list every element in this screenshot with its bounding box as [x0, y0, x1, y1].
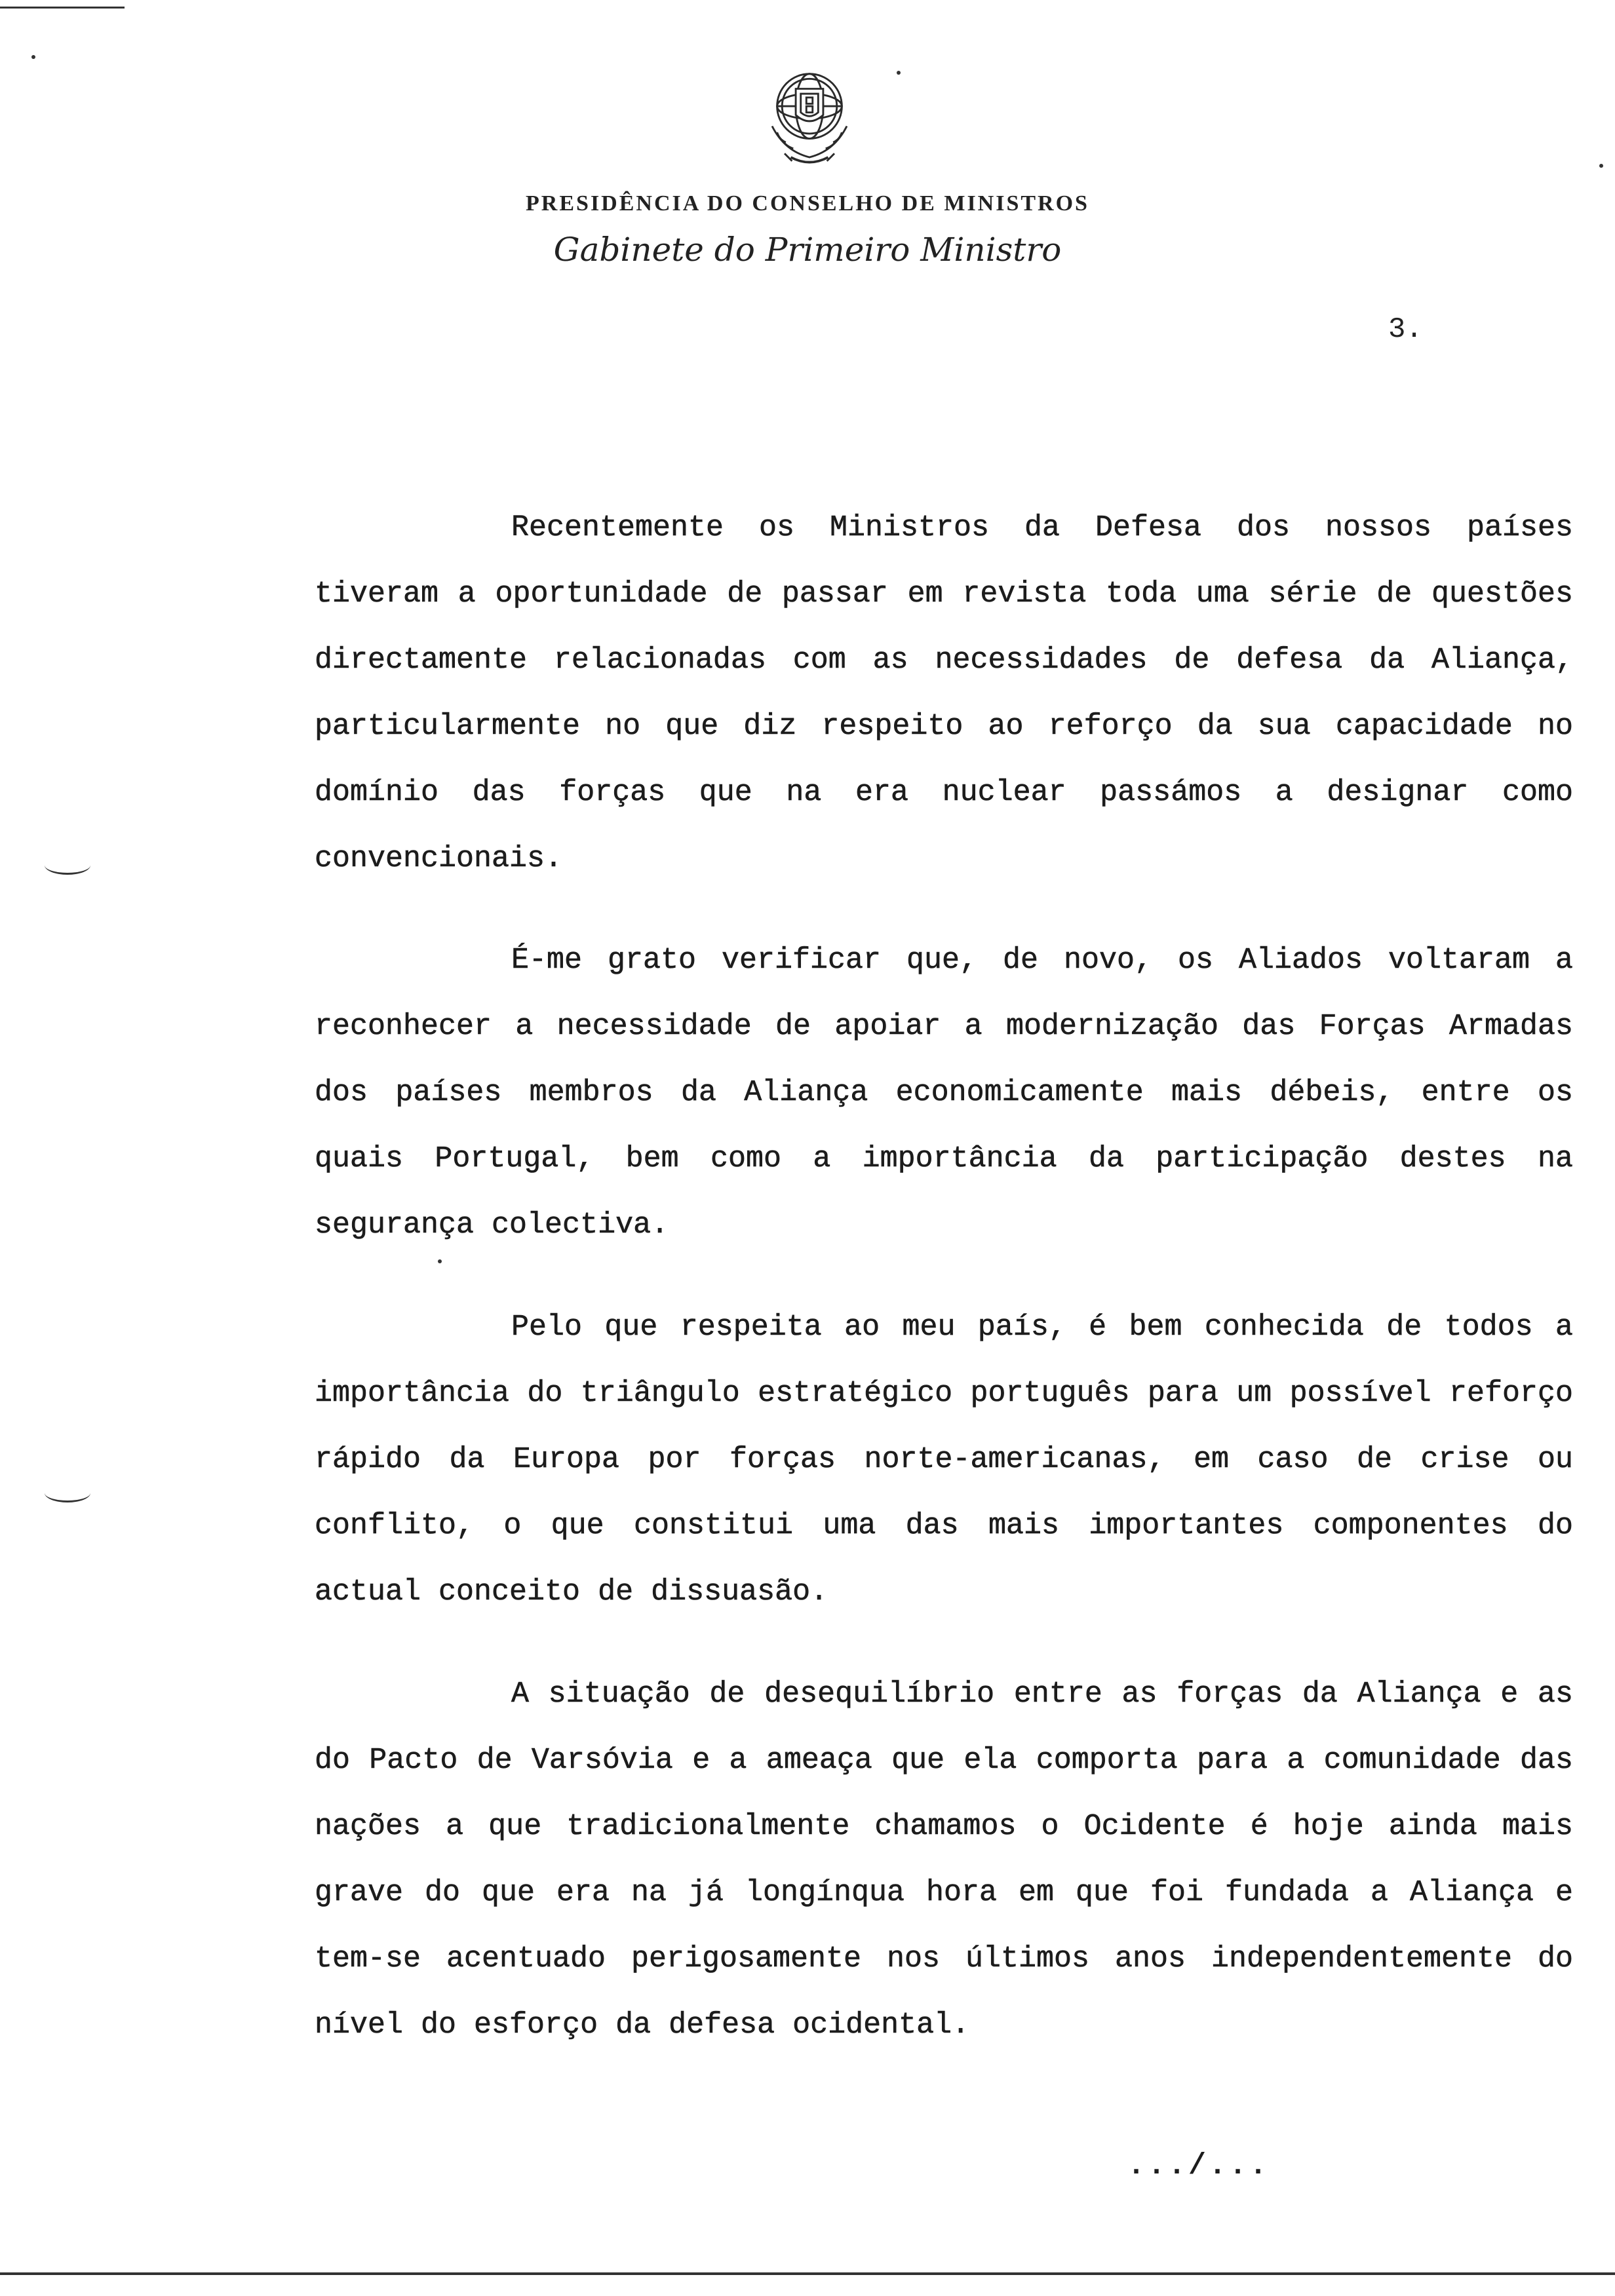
scan-speck — [897, 71, 901, 75]
punch-hole-mark-lower — [45, 1483, 90, 1502]
paragraph-3-text: Pelo que respeita ao meu país, é bem conhecida de todos a importância do triângulo estratégico português para um possível reforço rápido da Europa por forças norte-americanas, em caso de crise ou conflito, o que constitui uma das mais importantes componentes do actual conceito de dissuasão. — [315, 1311, 1573, 1609]
scan-bottom-edge — [0, 2272, 1615, 2275]
scan-speck — [1599, 164, 1603, 168]
paragraph-1-text: Recentemente os Ministros da Defesa dos nossos países tiveram a oportunidade de passar em revista toda uma série de questões directamente relacionadas com as necessidades de defesa da Aliança, particularmente no que diz respeito ao reforço da sua capacidade no domínio das forças que na era nuclear passámos a designar como convencionais. — [315, 511, 1573, 875]
paragraph-4-text: A situação de desequilíbrio entre as forças da Aliança e as do Pacto de Varsóvia e a ameaça que ela comporta para a comunidade das nações a que tradicionalmente chamamos o Ocidente é hoje ainda mais grave do que era na já longínqua hora em que foi fundada a Aliança e tem-se acentuado perigosamente nos últimos anos independentemente do nível do esforço da defesa ocidental. — [315, 1677, 1573, 2042]
header-title: PRESIDÊNCIA DO CONSELHO DE MINISTROS — [526, 191, 1089, 216]
paragraph-2 — [315, 927, 1573, 1258]
coat-of-arms-emblem — [747, 58, 872, 182]
page-number: 3. — [1388, 313, 1423, 346]
scan-speck — [31, 55, 35, 59]
scan-speck — [438, 1259, 442, 1263]
paragraph-1 — [315, 495, 1573, 892]
continuation-marker: .../... — [1127, 2149, 1270, 2183]
paragraph-3 — [315, 1294, 1573, 1625]
punch-hole-mark-upper — [45, 856, 90, 875]
paragraph-4 — [315, 1661, 1573, 2058]
paragraph-2-text: É-me grato verificar que, de novo, os Aliados voltaram a reconhecer a necessidade de apoiar a modernização das Forças Armadas dos países membros da Aliança economicamente mais débeis, entre os quais Portugal, bem como a importância da participação destes na segurança colectiva. — [315, 944, 1573, 1242]
scan-corner-mark — [0, 0, 125, 9]
header-subtitle: Gabinete do Primeiro Ministro — [553, 231, 1062, 269]
